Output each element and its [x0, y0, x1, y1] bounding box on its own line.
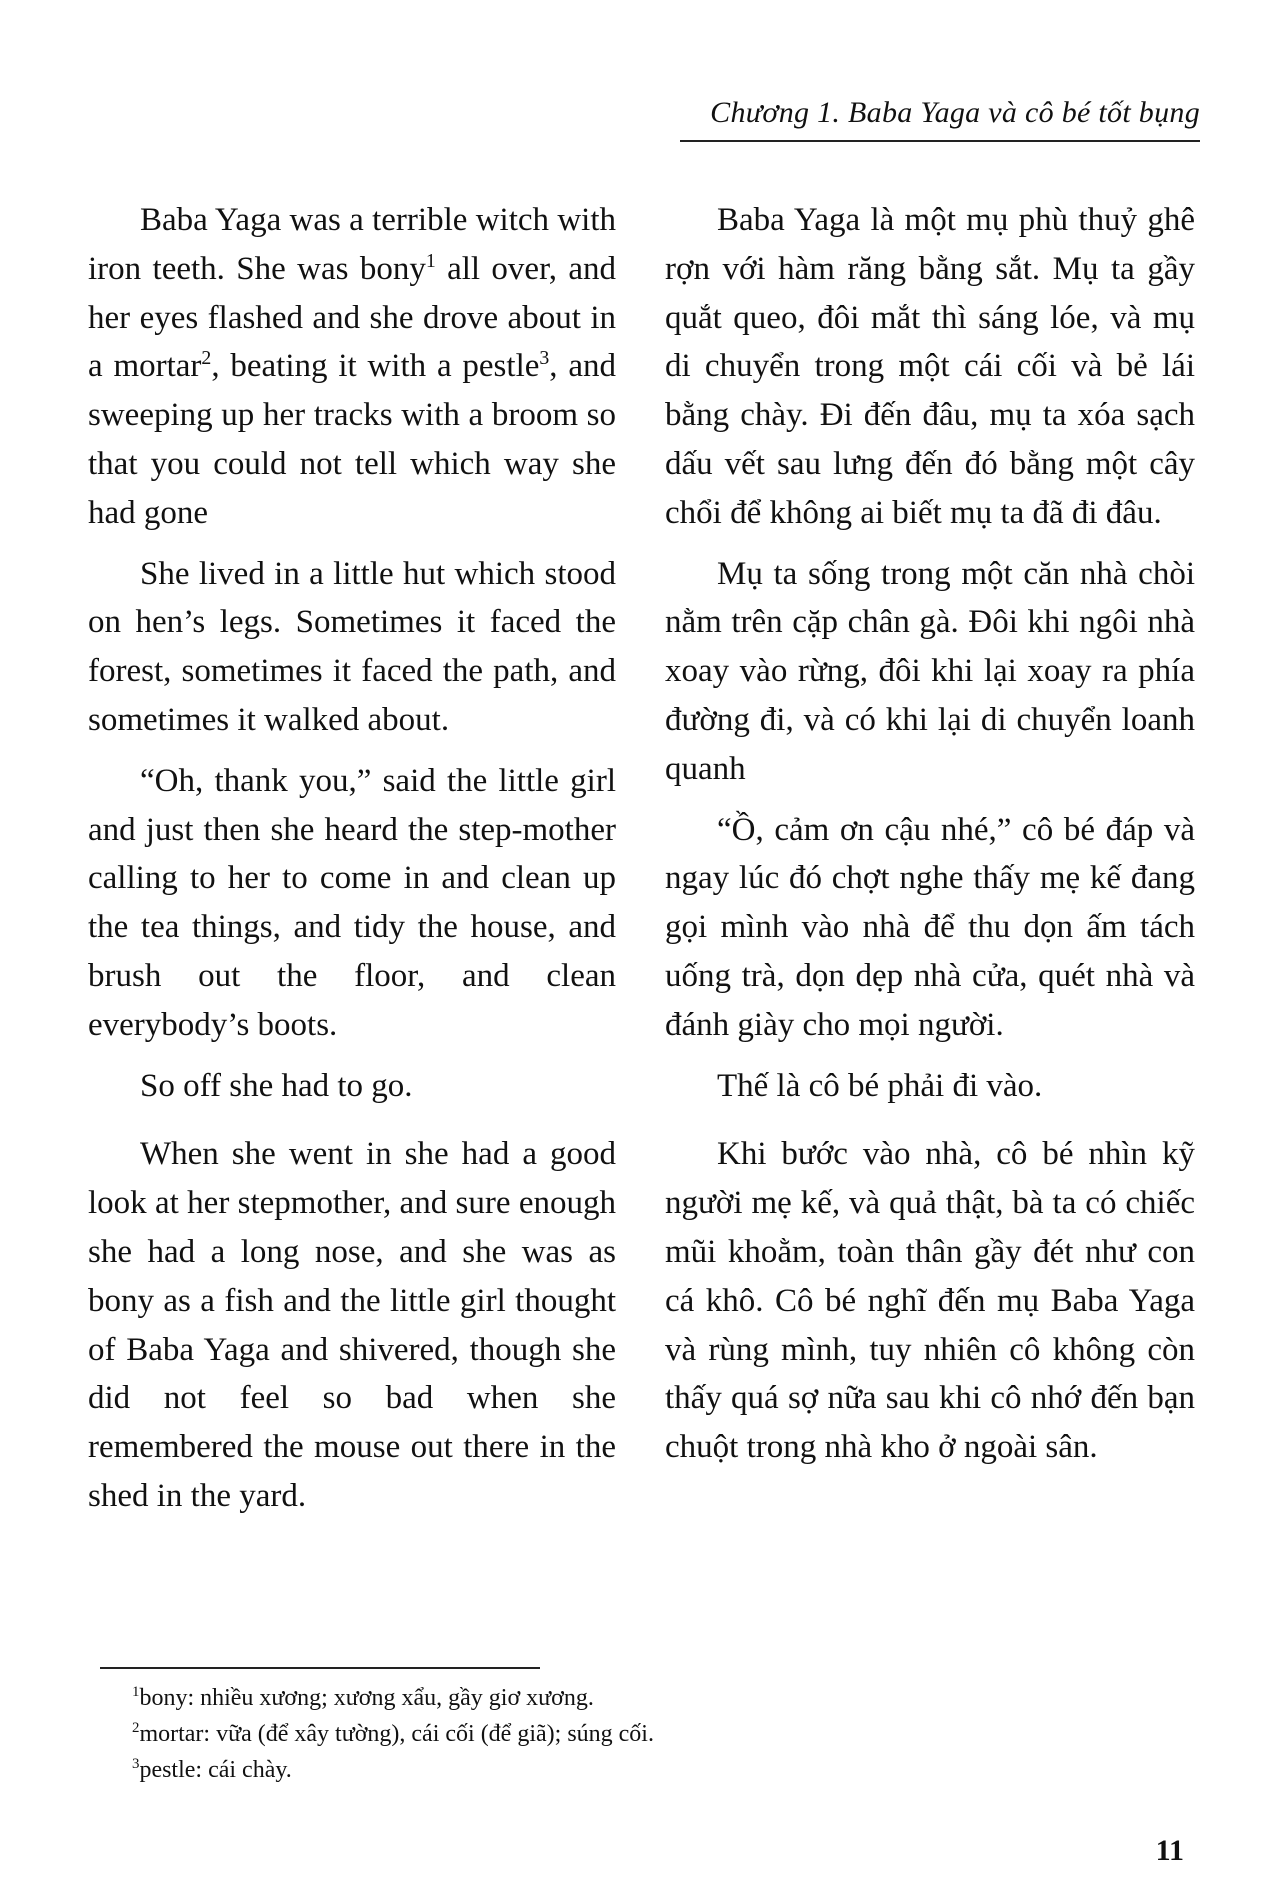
- footnote-ref-3: 3: [539, 347, 550, 370]
- footnote-3: [132, 1752, 654, 1788]
- page-number: 11: [1155, 1834, 1184, 1867]
- vietnamese-paragraph-4: Thế là cô bé phải đi vào.: [717, 1067, 1043, 1104]
- footnote-1: [132, 1680, 654, 1716]
- vietnamese-column: [665, 196, 1195, 1484]
- english-text: all over, and her eyes flashed and she drove about in a mortar: [88, 250, 617, 385]
- footnote-number: 2: [132, 1720, 140, 1736]
- footnote-text: mortar: vữa (để xây tường), cái cối (để giã); súng cối.: [139, 1721, 654, 1747]
- english-text: Baba Yaga was a terrible witch with iron teeth. She was bony: [88, 202, 616, 287]
- vietnamese-paragraph-5: Khi bước vào nhà, cô bé nhìn kỹ người mẹ kế, và quả thật, bà ta có chiếc mũi khoằm, toàn thân gầy đét như con cá khô. Cô bé nghĩ đến mụ Baba Yaga và rùng mình, tuy nhiên cô không còn thấy quá sợ nữa sau khi cô nhớ đến bạn chuột trong nhà kho ở ngoài sân.: [665, 1136, 1195, 1466]
- vietnamese-paragraph-2: Mụ ta sống trong một căn nhà chòi nằm trên cặp chân gà. Đôi khi ngôi nhà xoay vào rừng, đôi khi lại xoay ra phía đường đi, và có khi lại di chuyển loanh quanh: [665, 555, 1195, 787]
- footnote-number: 3: [132, 1756, 140, 1772]
- footnotes: [132, 1680, 654, 1788]
- english-column: [88, 196, 616, 1533]
- english-text: , beating it with a pestle: [211, 348, 540, 385]
- footnote-rule: [100, 1667, 540, 1669]
- english-paragraph-4: So off she had to go.: [140, 1067, 413, 1104]
- footnote-2: [132, 1716, 654, 1752]
- english-paragraph-3: “Oh, thank you,” said the little girl and just then she heard the step-mother calling to her to come in and clean up the tea things, and tidy the house, and brush out the floor, and clean everybody’s boots.: [88, 762, 616, 1043]
- english-paragraph-1: [88, 196, 616, 538]
- footnote-ref-2: 2: [201, 347, 212, 370]
- footnote-text: bony: nhiều xương; xương xẩu, gầy giơ xương.: [139, 1685, 594, 1711]
- footnote-ref-1: 1: [425, 249, 436, 272]
- vietnamese-paragraph-1: Baba Yaga là một mụ phù thuỷ ghê rợn với hàm răng bằng sắt. Mụ ta gầy quắt queo, đôi mắt thì sáng lóe, và mụ di chuyển trong một cái cối và bẻ lái bằng chày. Đi đến đâu, mụ ta xóa sạch dấu vết sau lưng đến đó bằng một cây chổi để không ai biết mụ ta đã đi đâu.: [665, 202, 1195, 531]
- english-paragraph-5: When she went in she had a good look at her stepmother, and sure enough she had a long nose, and she was as bony as a fish and the little girl thought of Baba Yaga and shivered, though she did not feel so bad when she remembered the mouse out there in the shed in the yard.: [88, 1136, 616, 1514]
- vietnamese-paragraph-3: “Ồ, cảm ơn cậu nhé,” cô bé đáp và ngay lúc đó chợt nghe thấy mẹ kế đang gọi mình vào nhà để thu dọn ấm tách uống trà, dọn dẹp nhà cửa, quét nhà và đánh giày cho mọi người.: [665, 811, 1195, 1043]
- english-text: , and sweeping up her tracks with a broom so that you could not tell which way she had gone: [88, 348, 616, 531]
- header-rule: [680, 140, 1200, 142]
- english-paragraph-2: She lived in a little hut which stood on hen’s legs. Sometimes it faced the forest, sometimes it faced the path, and sometimes it walked about.: [88, 555, 616, 738]
- footnote-number: 1: [132, 1684, 140, 1700]
- footnote-text: pestle: cái chày.: [139, 1757, 292, 1783]
- running-header: Chương 1. Baba Yaga và cô bé tốt bụng: [710, 96, 1200, 129]
